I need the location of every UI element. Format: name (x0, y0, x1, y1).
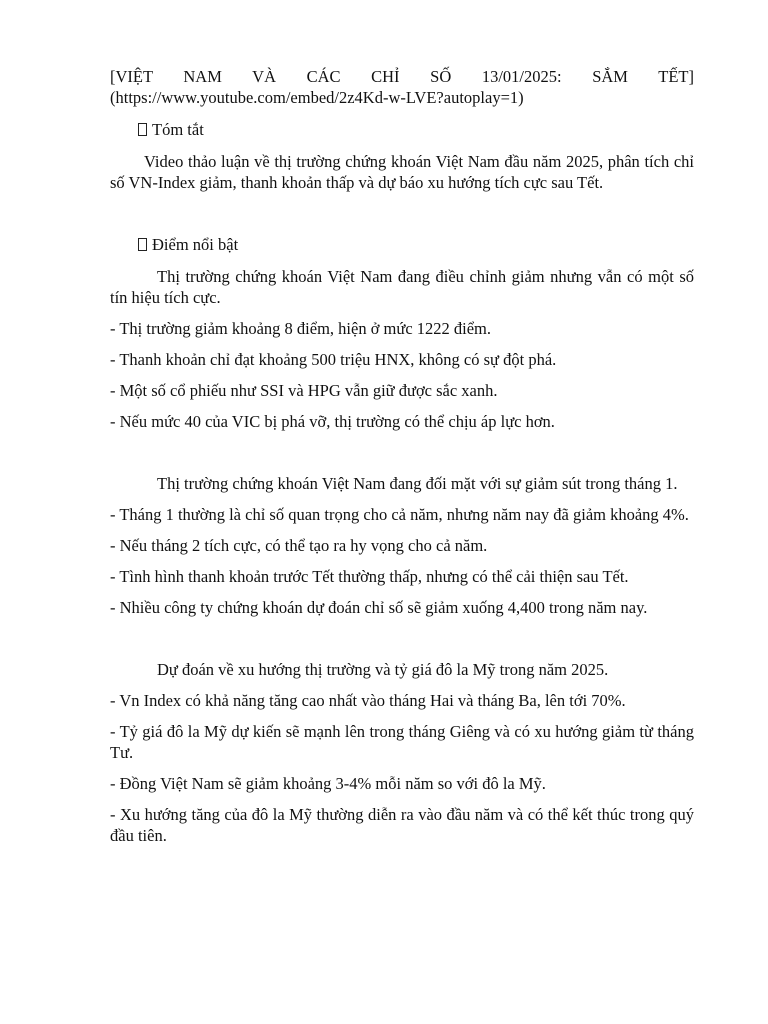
bullet-item: - Thanh khoản chỉ đạt khoảng 500 triệu HNX, không có sự đột phá. (110, 350, 557, 369)
bullet-item: - Tháng 1 thường là chỉ số quan trọng cho cả năm, nhưng năm nay đã giảm khoảng 4%. (110, 505, 689, 524)
group-spacer (110, 442, 694, 473)
video-url: (https://www.youtube.com/embed/2z4Kd-w-LVE?autoplay=1) (110, 88, 524, 107)
bullet-item: - Đồng Việt Nam sẽ giảm khoảng 3-4% mỗi năm so với đô la Mỹ. (110, 774, 546, 793)
bullet-item: - Tình hình thanh khoản trước Tết thường thấp, nhưng có thể cải thiện sau Tết. (110, 567, 629, 586)
bullet-item: - Vn Index có khả năng tăng cao nhất vào tháng Hai và tháng Ba, lên tới 70%. (110, 691, 626, 710)
highlights-heading (138, 234, 694, 255)
bullet-item: - Xu hướng tăng của đô la Mỹ thường diễn ra vào đầu năm và có thể kết thúc trong quý đầu tiên. (110, 805, 694, 845)
summary-heading (138, 119, 694, 140)
summary-paragraph: Video thảo luận về thị trường chứng khoán Việt Nam đầu năm 2025, phân tích chỉ số VN-Index giảm, thanh khoản thấp và dự báo xu hướng tích cực sau Tết. (110, 152, 694, 192)
group-lead: Thị trường chứng khoán Việt Nam đang điều chỉnh giảm nhưng vẫn có một số tín hiệu tích cực. (110, 267, 694, 307)
highlight-group-1 (110, 266, 694, 432)
bullet-item: - Nếu tháng 2 tích cực, có thể tạo ra hy vọng cho cả năm. (110, 536, 488, 555)
bullet-item: - Tỷ giá đô la Mỹ dự kiến sẽ mạnh lên trong tháng Giêng và có xu hướng giảm từ tháng Tư. (110, 722, 694, 762)
bullet-item: - Một số cổ phiếu như SSI và HPG vẫn giữ được sắc xanh. (110, 381, 498, 400)
missing-glyph-box-icon (138, 123, 147, 136)
bullet-item: - Thị trường giảm khoảng 8 điểm, hiện ở mức 1222 điểm. (110, 319, 492, 338)
summary-label: Tóm tắt (152, 120, 204, 139)
group-lead: Thị trường chứng khoán Việt Nam đang đối mặt với sự giảm sút trong tháng 1. (157, 474, 678, 493)
section-spacer (110, 204, 694, 234)
document-title: [VIỆT NAM VÀ CÁC CHỈ SỐ 13/01/2025: SẮM TẾT] (110, 67, 694, 86)
group-spacer (110, 628, 694, 659)
highlight-group-3 (110, 659, 694, 846)
bullet-item: - Nếu mức 40 của VIC bị phá vỡ, thị trường có thể chịu áp lực hơn. (110, 412, 555, 431)
group-lead: Dự đoán về xu hướng thị trường và tỷ giá đô la Mỹ trong năm 2025. (157, 660, 609, 679)
missing-glyph-box-icon (138, 238, 147, 251)
highlight-group-2 (110, 473, 694, 618)
bullet-item: - Nhiều công ty chứng khoán dự đoán chỉ số sẽ giảm xuống 4,400 trong năm nay. (110, 598, 648, 617)
document-page (110, 66, 694, 856)
highlights-label: Điểm nổi bật (152, 235, 239, 254)
